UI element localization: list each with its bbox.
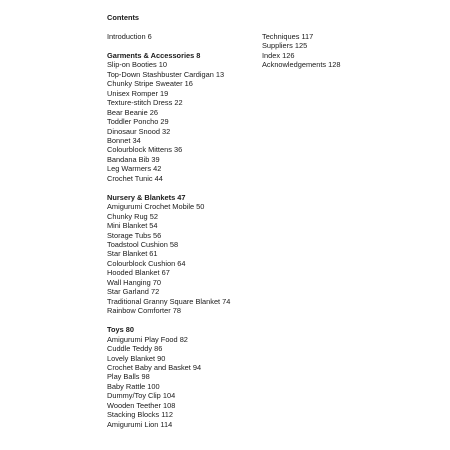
toc-entry: Bandana Bib 39: [107, 154, 160, 164]
contents-title: Contents: [107, 13, 140, 22]
toc-entry: Toadstool Cushion 58: [107, 240, 179, 250]
back-matter-items: [262, 32, 412, 70]
toc-entry: Amigurumi Crochet Mobile 50: [107, 202, 205, 212]
toc-entry-back-matter: Suppliers 125: [262, 41, 308, 51]
toc-entry-back-matter: Acknowledgements 128: [262, 60, 341, 70]
toc-entry: Star Garland 72: [107, 287, 160, 297]
toc-entry: Leg Warmers 42: [107, 164, 162, 174]
toc-entry: Amigurumi Lion 114: [107, 419, 173, 429]
toc-entry: Dummy/Toy Clip 104: [107, 391, 176, 401]
toc-entry: Baby Rattle 100: [107, 381, 160, 391]
section-heading: Garments & Accessories 8: [107, 50, 201, 60]
toc-entry: Wooden Teether 108: [107, 400, 176, 410]
section-items: [107, 335, 257, 430]
toc-section-toys: [107, 325, 257, 429]
toc-section-nursery: [107, 193, 257, 316]
toc-entry: Unisex Romper 19: [107, 88, 169, 98]
toc-entry: Cuddle Teddy 86: [107, 344, 163, 354]
toc-entry: Amigurumi Play Food 82: [107, 334, 188, 344]
toc-entry-back-matter: Index 126: [262, 50, 295, 60]
toc-entry: Crochet Tunic 44: [107, 173, 163, 183]
toc-entry: Star Blanket 61: [107, 249, 158, 259]
contents-right-column: [262, 32, 412, 70]
toc-entry: Play Balls 98: [107, 372, 150, 382]
toc-entry: Storage Tubs 56: [107, 230, 162, 240]
toc-entry: Crochet Baby and Basket 94: [107, 362, 202, 372]
toc-entry: Dinosaur Snood 32: [107, 126, 171, 136]
toc-entry: Lovely Blanket 90: [107, 353, 166, 363]
section-heading: Toys 80: [107, 325, 134, 335]
toc-entry: Rainbow Comforter 78: [107, 306, 181, 316]
section-items: [107, 202, 257, 315]
toc-entry: Wall Hanging 70: [107, 277, 161, 287]
toc-entry: Hooded Blanket 67: [107, 268, 170, 278]
toc-entry: Chunky Stripe Sweater 16: [107, 79, 193, 89]
toc-entry: Texture-stitch Dress 22: [107, 98, 183, 108]
toc-entry: Stacking Blocks 112: [107, 410, 174, 420]
toc-entry-back-matter: Techniques 117: [262, 32, 314, 41]
toc-entry: Bonnet 34: [107, 135, 141, 145]
toc-section-garments: [107, 51, 257, 183]
toc-entry: Top-Down Stashbuster Cardigan 13: [107, 69, 225, 79]
toc-entry: Bear Beanie 26: [107, 107, 158, 117]
contents-left-column: [107, 13, 257, 429]
toc-entry-introduction: Introduction 6: [107, 31, 152, 41]
toc-entry: Chunky Rug 52: [107, 211, 158, 221]
toc-entry: Slip-on Booties 10: [107, 60, 167, 70]
toc-entry: Colourblock Mittens 36: [107, 145, 183, 155]
toc-entry: Colourblock Cushion 64: [107, 258, 186, 268]
toc-entry: Toddler Poncho 29: [107, 117, 169, 127]
section-items: [107, 60, 257, 183]
toc-entry: Mini Blanket 54: [107, 221, 158, 231]
toc-entry: Traditional Granny Square Blanket 74: [107, 296, 231, 306]
section-heading: Nursery & Blankets 47: [107, 192, 186, 202]
